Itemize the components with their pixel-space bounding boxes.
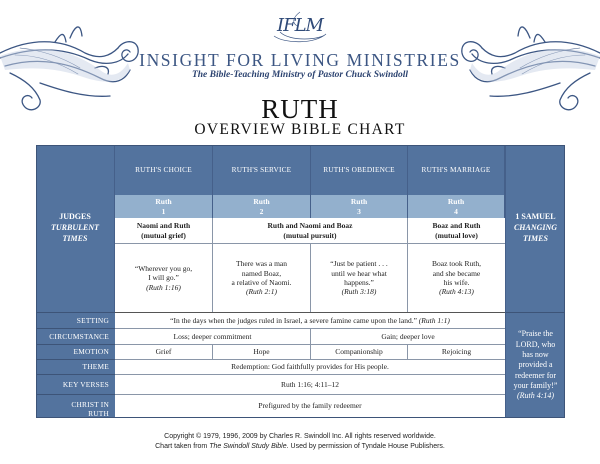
quote-reference: (Ruth 3:18) [341, 287, 377, 297]
copyright-line: Copyright © 1979, 1996, 2009 by Charles R. Swindoll Inc. All rights reserved worldwide. [164, 433, 436, 440]
quote-cell [213, 243, 311, 312]
source-title: The Swindoll Study Bible [209, 443, 287, 451]
chapter-number: 1 [161, 206, 166, 216]
quote-cell [408, 243, 505, 312]
key-verses-value: Ruth 1:16; 4:11–12 [115, 374, 505, 394]
source-suffix: . Used by permission of Tyndale House Publishers. [286, 443, 445, 451]
ministry-logo [270, 10, 330, 44]
side-quote-line: provided a [518, 360, 553, 370]
side-quote-reference: (Ruth 4:14) [516, 391, 555, 401]
right-book-era-line2: TIMES [523, 233, 548, 243]
quote-line: until we hear what [331, 268, 387, 278]
left-book-panel [36, 145, 115, 312]
setting-reference: (Ruth 1:1) [418, 315, 450, 325]
section-heading: RUTH'S OBEDIENCE [311, 145, 408, 195]
chapter-marker [311, 195, 408, 218]
quote-line: his wife. [443, 278, 470, 287]
chapter-number: 4 [454, 206, 458, 216]
chapter-marker [213, 195, 311, 218]
chapter-book: Ruth [447, 197, 465, 207]
relationship-line2: (mutual pursuit) [283, 230, 337, 240]
relationship-cell [408, 218, 505, 243]
setting-text: “In the days when the judges ruled in Israel, a severe famine came upon the land.” [170, 315, 417, 325]
circumstance-left: Loss; deeper commitment [115, 328, 311, 344]
quote-line: Boaz took Ruth, [432, 259, 481, 269]
relationship-cell [115, 218, 213, 243]
relationship-line1: Naomi and Ruth [136, 221, 191, 231]
quote-reference: (Ruth 4:13) [439, 287, 474, 297]
chapter-number: 3 [357, 206, 361, 216]
side-quote-line: “Praise the [518, 329, 553, 339]
section-heading: RUTH'S MARRIAGE [408, 145, 505, 195]
row-label-line: CHRIST IN [71, 399, 109, 409]
side-quote-line: your family!” [513, 381, 558, 391]
logo-monogram: IFLM [277, 15, 323, 36]
side-quote-panel [505, 312, 565, 418]
emotion-value: Rejoicing [408, 344, 505, 359]
section-heading: RUTH'S CHOICE [115, 145, 213, 195]
row-label-theme: THEME [36, 359, 115, 374]
right-book-era-line1: CHANGING [513, 223, 558, 233]
right-book-panel [505, 145, 565, 312]
row-label-christ-in-ruth [36, 394, 115, 418]
quote-reference: (Ruth 1:16) [146, 282, 181, 292]
relationship-line1: Boaz and Ruth [432, 221, 481, 231]
chapter-book: Ruth [253, 197, 270, 207]
quote-line: happens.” [344, 278, 374, 287]
quote-line: a relative of Naomi. [231, 278, 292, 287]
emotion-value: Companionship [311, 344, 408, 359]
setting-value [115, 312, 505, 328]
left-book-name: JUDGES [59, 212, 91, 222]
row-label-circumstance: CIRCUMSTANCE [36, 328, 115, 344]
section-heading: RUTH'S SERVICE [213, 145, 311, 195]
quote-line: I will go.” [148, 273, 179, 283]
page-title: RUTH [261, 94, 339, 124]
copyright-footer [0, 432, 600, 452]
left-book-era-line1: TURBULENT [51, 223, 99, 233]
side-quote-line: redeemer for [514, 370, 557, 380]
relationship-line2: (mutual grief) [141, 230, 186, 240]
relationship-cell [213, 218, 408, 243]
quote-line: “Just be patient . . . [330, 259, 388, 269]
quote-reference: (Ruth 2:1) [245, 287, 278, 297]
chapter-number: 2 [259, 206, 264, 216]
row-label-emotion: EMOTION [36, 344, 115, 359]
quote-line: and she became [432, 268, 481, 278]
theme-value: Redemption: God faithfully provides for His people. [115, 359, 505, 374]
right-book-name: 1 SAMUEL [515, 212, 556, 222]
christ-in-ruth-value: Prefigured by the family redeemer [115, 394, 505, 418]
quote-line: named Boaz, [241, 268, 282, 278]
quote-line: “Wherever you go, [134, 263, 193, 273]
relationship-line1: Ruth and Naomi and Boaz [267, 221, 353, 231]
quote-line: There was a man [235, 259, 288, 269]
chapter-marker [115, 195, 213, 218]
overview-chart [36, 145, 565, 418]
emotion-value: Hope [213, 344, 311, 359]
emotion-value: Grief [115, 344, 213, 359]
page-subtitle: OVERVIEW BIBLE CHART [194, 121, 406, 138]
relationship-line2: (mutual love) [435, 230, 478, 240]
chapter-marker [408, 195, 505, 218]
circumstance-right: Gain; deeper love [311, 328, 505, 344]
row-label-key-verses: KEY VERSES [36, 374, 115, 394]
row-label-line: RUTH [88, 408, 109, 418]
source-line [0, 442, 600, 452]
chapter-book: Ruth [350, 197, 368, 207]
side-quote-line: has now [522, 349, 549, 359]
quote-cell [311, 243, 408, 312]
org-tagline: The Bible-Teaching Ministry of Pastor Chuck Swindoll [191, 70, 409, 80]
left-book-era-line2: TIMES [62, 233, 88, 243]
chapter-book: Ruth [155, 197, 172, 207]
org-name: INSIGHT FOR LIVING MINISTRIES [139, 50, 461, 70]
row-label-setting: SETTING [36, 312, 115, 328]
side-quote-line: LORD, who [515, 339, 556, 349]
quote-cell [115, 243, 213, 312]
source-prefix: Chart taken from [155, 443, 210, 451]
